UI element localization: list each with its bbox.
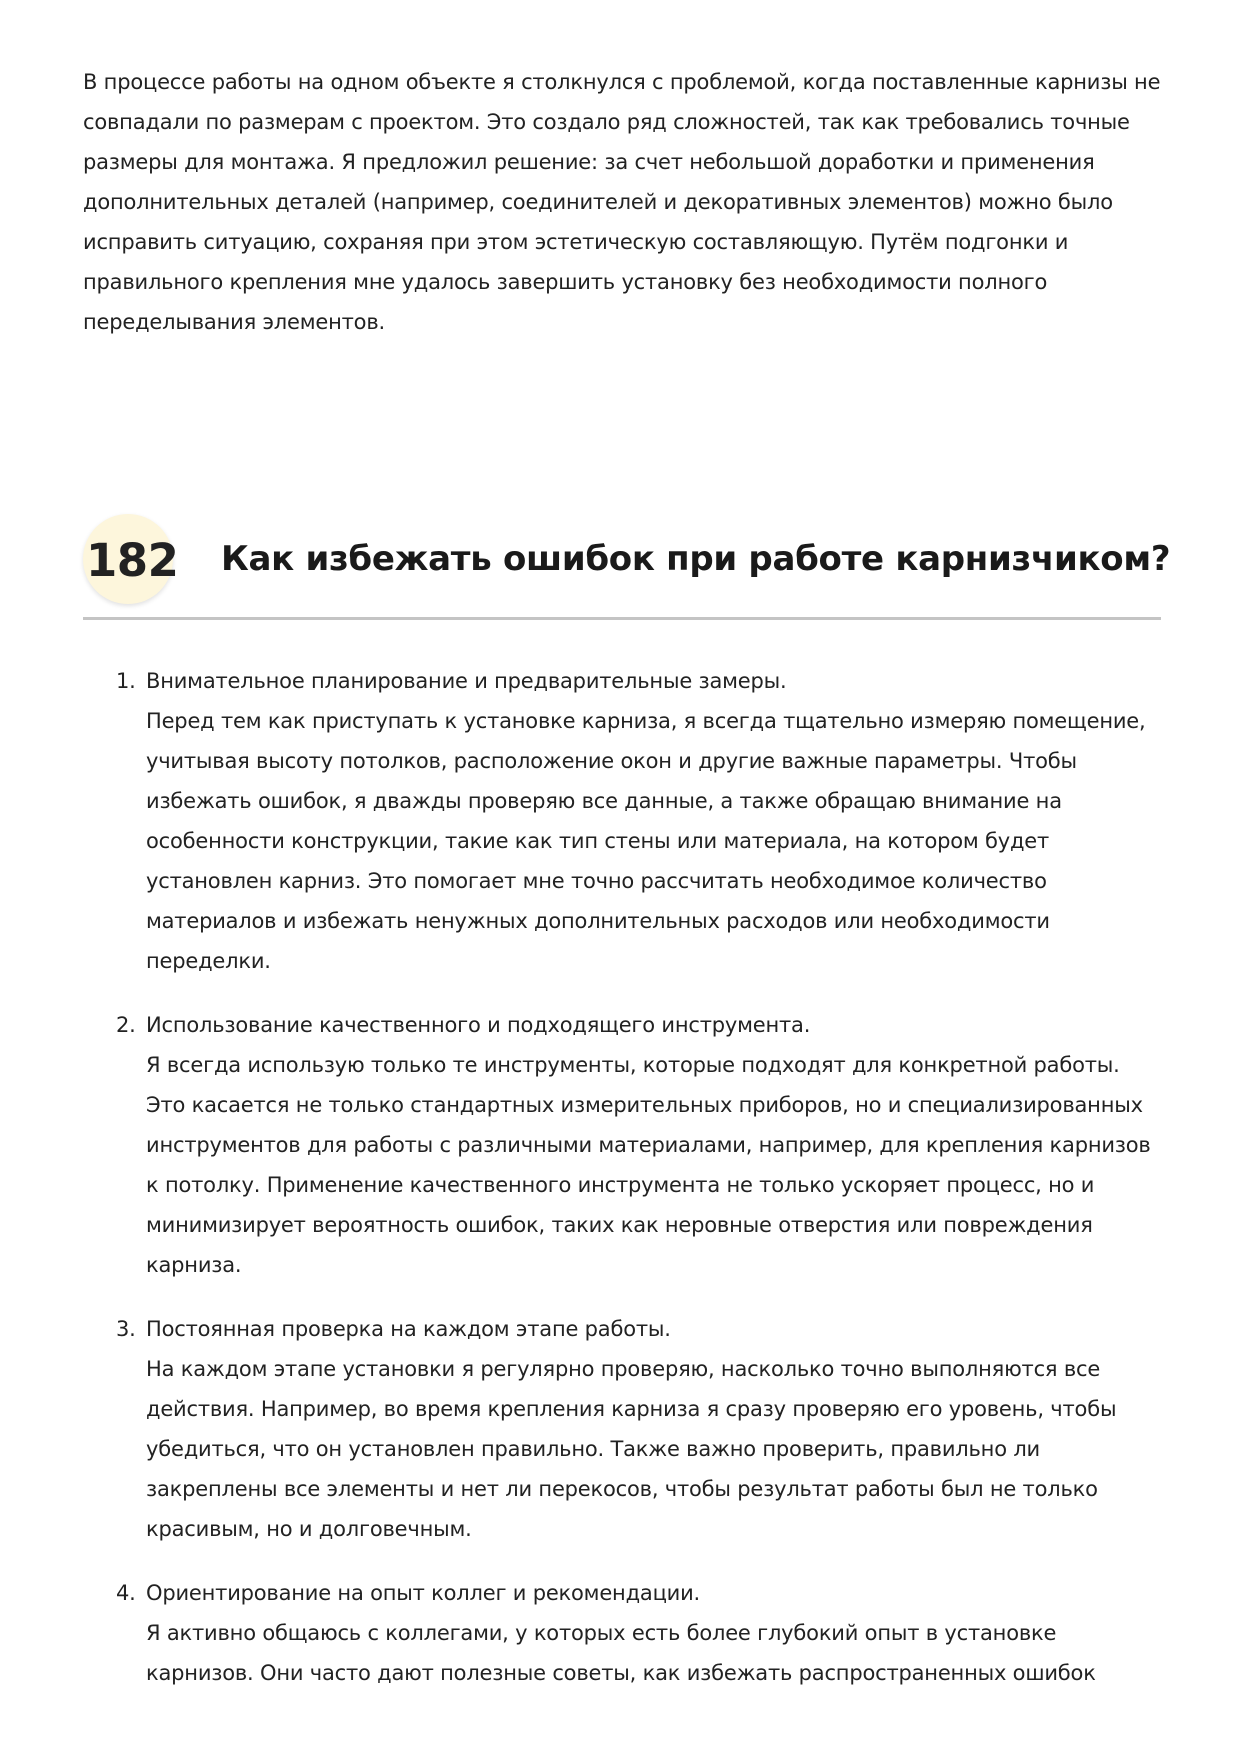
list-item (83, 1005, 1161, 1285)
list-item-number: 2. (116, 1013, 136, 1037)
list-item-number: 1. (116, 669, 136, 693)
list-item-heading: Ориентирование на опыт коллег и рекомендации. (146, 1581, 701, 1605)
list-item (83, 1573, 1161, 1693)
tips-list (83, 661, 1161, 1717)
document-page (83, 0, 1171, 1753)
list-item-heading: Использование качественного и подходящего инструмента. (146, 1013, 811, 1037)
list-item-body: Я активно общаюсь с коллегами, у которых есть более глубокий опыт в установке карнизов. Они часто дают полезные советы, как избежать распространенных ошибок (146, 1621, 1096, 1685)
list-item-body: Перед тем как приступать к установке карниза, я всегда тщательно измеряю помещение, учитывая высоту потолков, расположение окон и другие важные параметры. Чтобы избежать ошибок, я дважды проверяю все данные, а также обращаю внимание на особенности конструкции, такие как тип стены или материала, на котором будет установлен карниз. Это помогает мне точно рассчитать необходимое количество материалов и избежать ненужных дополнительных расходов или необходимости переделки. (146, 709, 1146, 973)
list-item-number: 4. (116, 1581, 136, 1605)
section-divider (83, 617, 1161, 620)
list-item-heading: Постоянная проверка на каждом этапе работы. (146, 1317, 671, 1341)
list-item (83, 661, 1161, 981)
intro-paragraph: В процессе работы на одном объекте я столкнулся с проблемой, когда поставленные карнизы не совпадали по размерам с проектом. Это создало ряд сложностей, так как требовались точные размеры для монтажа. Я предложил решение: за счет небольшой доработки и применения дополнительных деталей (например, соединителей и декоративных элементов) можно было исправить ситуацию, сохраняя при этом эстетическую составляющую. Путём подгонки и правильного крепления мне удалось завершить установку без необходимости полного переделывания элементов. (83, 70, 1161, 334)
section-header (83, 512, 1171, 622)
section-title: Как избежать ошибок при работе карнизчиком? (221, 539, 1171, 579)
list-item (83, 1309, 1161, 1549)
list-item-number: 3. (116, 1317, 136, 1341)
list-item-body: На каждом этапе установки я регулярно проверяю, насколько точно выполняются все действия. Например, во время крепления карниза я сразу проверяю его уровень, чтобы убедиться, что он установлен правильно. Также важно проверить, правильно ли закреплены все элементы и нет ли перекосов, чтобы результат работы был не только красивым, но и долговечным. (146, 1357, 1117, 1541)
list-item-body: Я всегда использую только те инструменты, которые подходят для конкретной работы. Это касается не только стандартных измерительных приборов, но и специализированных инструментов для работы с различными материалами, например, для крепления карнизов к потолку. Применение качественного инструмента не только ускоряет процесс, но и минимизирует вероятность ошибок, таких как неровные отверстия или повреждения карниза. (146, 1053, 1151, 1277)
section-number-badge (83, 514, 179, 604)
list-item-heading: Внимательное планирование и предварительные замеры. (146, 669, 787, 693)
section-number: 182 (86, 534, 179, 587)
